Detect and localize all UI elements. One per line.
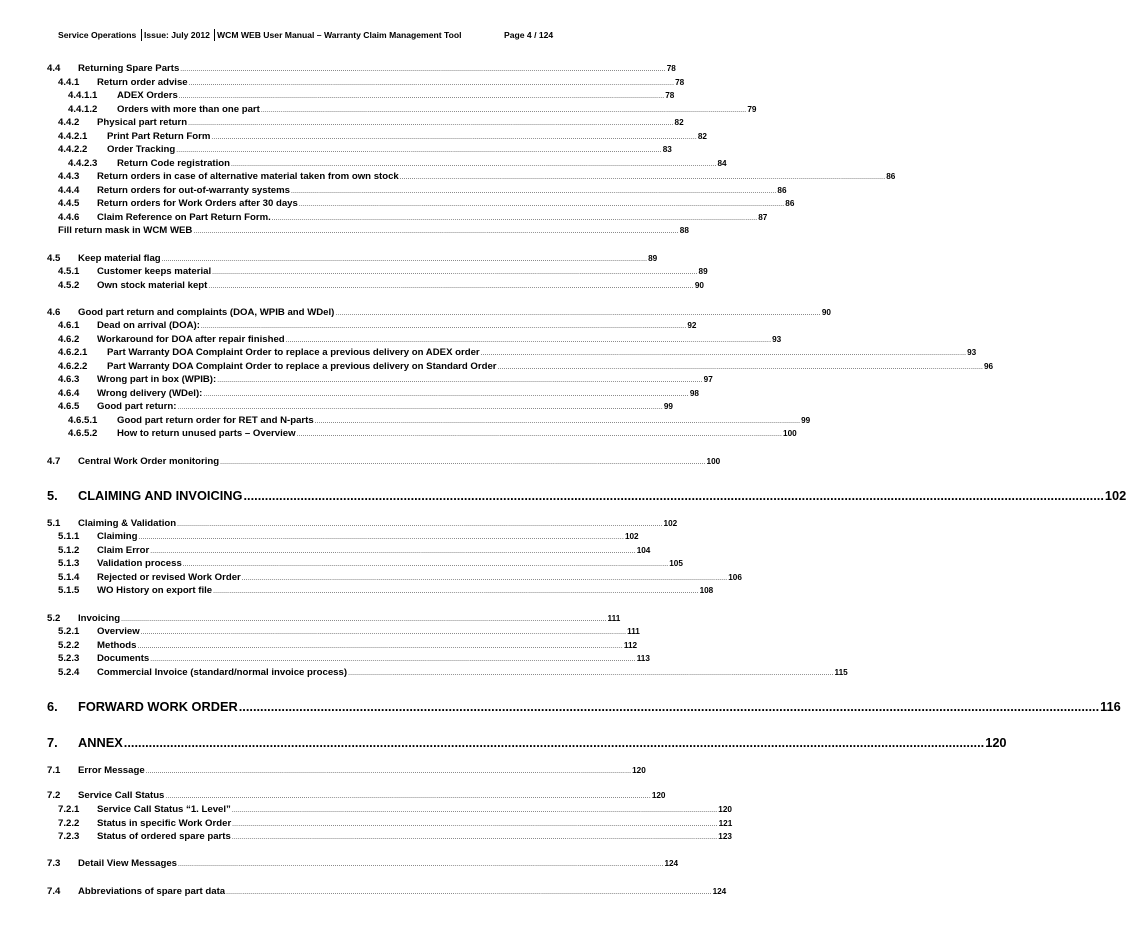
- toc-entry-page: 97: [703, 375, 713, 384]
- toc-leader: ..................................................................................................................................................................................................................................................: [178, 861, 664, 868]
- toc-entry-title: Claiming & Validation: [78, 518, 177, 529]
- toc-entry-title: Wrong part in box (WPIB):: [97, 374, 217, 385]
- toc-entry-page: 100: [706, 457, 721, 466]
- toc-entry-title: Fill return mask in WCM WEB: [58, 225, 193, 236]
- toc-entry-title: Overview: [97, 626, 140, 637]
- toc-leader: ..................................................................................................................................................................................................................................................: [480, 350, 967, 357]
- toc-entry-page: 79: [747, 105, 757, 114]
- toc-entry-title: Returning Spare Parts: [78, 63, 180, 74]
- toc-entry-title: Claim Reference on Part Return Form.: [97, 212, 271, 223]
- toc-entry-title: Documents: [97, 653, 150, 664]
- toc-entry-number: 5.2.3: [58, 653, 80, 664]
- toc-entry-title: Physical part return: [97, 117, 188, 128]
- toc-entry-number: 5.1.2: [58, 545, 80, 556]
- toc-entry-number: 7.1: [47, 765, 61, 776]
- toc-entry-page: 111: [627, 627, 640, 636]
- toc-leader: ..................................................................................................................................................................................................................................................: [140, 629, 627, 636]
- toc-entry-title: Validation process: [97, 558, 182, 569]
- toc-entry-page: 87: [758, 213, 768, 222]
- toc-leader: ..................................................................................................................................................................................................................................................: [188, 120, 674, 127]
- toc-entry-title: Return orders in case of alternative material taken from own stock: [97, 171, 399, 182]
- toc-entry-page: 89: [648, 254, 658, 263]
- toc-entry-number: 4.4.2.2: [58, 144, 88, 155]
- toc-entry-page: 82: [697, 132, 707, 141]
- toc-entry-number: 4.4.1.1: [68, 90, 98, 101]
- toc-entry-number: 7.4: [47, 886, 61, 897]
- toc-entry-page: 102: [663, 519, 678, 528]
- toc-entry-number: 5.2.1: [58, 626, 80, 637]
- toc-entry-page: 105: [669, 559, 683, 568]
- toc-entry-page: 78: [665, 91, 675, 100]
- toc-leader: ..................................................................................................................................................................................................................................................: [203, 391, 689, 398]
- toc-leader: ..................................................................................................................................................................................................................................................: [180, 66, 666, 73]
- toc-entry-number: 5.2: [47, 613, 61, 624]
- toc-entry-page: 120: [718, 805, 732, 814]
- toc-entry-number: 4.4.1: [58, 77, 80, 88]
- toc-entry-title: Claiming: [97, 531, 138, 542]
- toc-leader: ..................................................................................................................................................................................................................................................: [335, 310, 821, 317]
- toc-entry-title: Own stock material kept: [97, 280, 208, 291]
- toc-entry-number: 4.5: [47, 253, 61, 264]
- toc-entry-page: 99: [801, 416, 811, 425]
- toc-entry-page: 104: [636, 546, 651, 555]
- toc-entry-title: Return Code registration: [117, 158, 231, 169]
- toc-entry-title: WO History on export file: [97, 585, 213, 596]
- toc-leader: ..................................................................................................................................................................................................................................................: [208, 283, 694, 290]
- toc-entry-number: 6.: [47, 699, 58, 714]
- toc-entry-number: 7.2.2: [58, 818, 80, 829]
- toc-entry-page: 84: [717, 159, 727, 168]
- toc-entry-title: Methods: [97, 640, 137, 651]
- toc-leader: ..................................................................................................................................................................................................................................................: [150, 656, 636, 663]
- toc-leader: ..................................................................................................................................................................................................................................................: [241, 575, 728, 582]
- toc-entry-title: Status of ordered spare parts: [97, 831, 231, 842]
- toc-entry-page: 120: [632, 766, 646, 775]
- toc-entry-number: 5.1.5: [58, 585, 80, 596]
- header-issue: Issue: July 2012: [144, 30, 210, 40]
- toc-entry-number: 5.1.1: [58, 531, 80, 542]
- toc-entry-number: 7.2.3: [58, 831, 80, 842]
- toc-leader: ..................................................................................................................................................................................................................................................: [178, 93, 665, 100]
- toc-entry-title: Keep material flag: [78, 253, 161, 264]
- toc-entry-number: 4.5.2: [58, 280, 80, 291]
- toc-leader: ..................................................................................................................................................................................................................................................: [213, 588, 699, 595]
- toc-leader: ..................................................................................................................................................................................................................................................: [137, 643, 623, 650]
- toc-entry-number: 4.4.2: [58, 117, 80, 128]
- toc-leader: ..................................................................................................................................................................................................................................................: [188, 80, 675, 87]
- toc-leader: ..................................................................................................................................................................................................................................................: [238, 699, 1100, 714]
- toc-leader: ..................................................................................................................................................................................................................................................: [231, 161, 717, 168]
- toc-entry-number: 4.6: [47, 307, 61, 318]
- toc-entry-title: Wrong delivery (WDel):: [97, 388, 203, 399]
- toc-entry-title: Invoicing: [78, 613, 121, 624]
- toc-leader: ..................................................................................................................................................................................................................................................: [260, 107, 747, 114]
- toc-entry-title: Service Call Status: [78, 790, 165, 801]
- toc-entry-page: 116: [1100, 699, 1121, 714]
- toc-entry-title: Order Tracking: [107, 144, 176, 155]
- toc-entry-number: 4.4.1.2: [68, 104, 98, 115]
- toc-entry-page: 90: [821, 308, 831, 317]
- toc-entry-page: 89: [698, 267, 708, 276]
- toc-entry-title: Abbreviations of spare part data: [78, 886, 226, 897]
- toc-leader: ..................................................................................................................................................................................................................................................: [226, 889, 712, 896]
- toc-entry-title: Error Message: [78, 765, 145, 776]
- toc-entry-number: 4.5.1: [58, 266, 80, 277]
- toc-entry-number: 4.6.2: [58, 334, 80, 345]
- toc-leader: ..................................................................................................................................................................................................................................................: [231, 834, 718, 841]
- toc-entry-page: 78: [666, 64, 676, 73]
- toc-entry-number: 5.1: [47, 518, 61, 529]
- toc-leader: ..................................................................................................................................................................................................................................................: [200, 323, 687, 330]
- toc-entry-title: Status in specific Work Order: [97, 818, 232, 829]
- toc-entry-page: 92: [687, 321, 697, 330]
- toc-entry-number: 4.6.3: [58, 374, 80, 385]
- toc-leader: ..................................................................................................................................................................................................................................................: [177, 404, 663, 411]
- toc-entry-page: 99: [663, 402, 673, 411]
- toc-entry-title: Return orders for Work Orders after 30 days: [97, 198, 298, 209]
- toc-entry-number: 5.1.4: [58, 572, 80, 583]
- toc-entry-title: Workaround for DOA after repair finished: [97, 334, 285, 345]
- toc-entry-title: Rejected or revised Work Order: [97, 572, 241, 583]
- toc-entry-number: 5.2.2: [58, 640, 80, 651]
- toc-leader: ..................................................................................................................................................................................................................................................: [176, 147, 662, 154]
- toc-entry-page: 83: [662, 145, 672, 154]
- toc-entry-title: ADEX Orders: [117, 90, 178, 101]
- toc-entry-page: 123: [718, 832, 732, 841]
- toc-entry-page: 121: [718, 819, 733, 828]
- toc-entry-title: Dead on arrival (DOA):: [97, 320, 200, 331]
- toc-entry-number: 4.6.2.2: [58, 361, 88, 372]
- toc-entry-number: 4.6.2.1: [58, 347, 88, 358]
- toc-entry-number: 7.: [47, 735, 58, 750]
- toc-entry-title: Orders with more than one part: [117, 104, 260, 115]
- toc-entry-number: 5.: [47, 488, 58, 503]
- toc-entry-number: 7.2: [47, 790, 61, 801]
- toc-entry-title: How to return unused parts – Overview: [117, 428, 296, 439]
- header-section: Service Operations: [58, 30, 137, 40]
- toc-entry-page: 111: [607, 614, 621, 623]
- header-manual-title: WCM WEB User Manual – Warranty Claim Management Tool: [217, 30, 462, 40]
- toc-entry-title: Print Part Return Form: [107, 131, 211, 142]
- toc-entry-page: 112: [623, 641, 638, 650]
- toc-entry-title: Good part return order for RET and N-parts: [117, 415, 314, 426]
- toc-leader: ..................................................................................................................................................................................................................................................: [212, 269, 698, 276]
- toc-leader: ..................................................................................................................................................................................................................................................: [121, 616, 607, 623]
- toc-entry-title: Good part return and complaints (DOA, WPIB and WDel): [78, 307, 335, 318]
- toc-leader: ..................................................................................................................................................................................................................................................: [177, 521, 663, 528]
- toc-leader: ..................................................................................................................................................................................................................................................: [161, 256, 648, 263]
- toc-entry-page: 124: [664, 859, 679, 868]
- toc-leader: ..................................................................................................................................................................................................................................................: [348, 670, 834, 677]
- toc-entry-title: Part Warranty DOA Complaint Order to replace a previous delivery on ADEX order: [107, 347, 480, 358]
- toc-entry-page: 108: [699, 586, 714, 595]
- toc-leader: ..................................................................................................................................................................................................................................................: [211, 134, 697, 141]
- toc-leader: ..................................................................................................................................................................................................................................................: [399, 174, 886, 181]
- toc-leader: ..................................................................................................................................................................................................................................................: [193, 228, 679, 235]
- toc-entry-page: 86: [886, 172, 896, 181]
- toc-leader: ..................................................................................................................................................................................................................................................: [290, 188, 777, 195]
- toc-entry-number: 4.6.5: [58, 401, 80, 412]
- toc-entry-title: Service Call Status “1. Level”: [97, 804, 231, 815]
- toc-entry-page: 93: [772, 335, 782, 344]
- toc-entry-title: Central Work Order monitoring: [78, 456, 220, 467]
- toc-entry-number: 5.2.4: [58, 667, 80, 678]
- toc-entry-page: 115: [834, 668, 848, 677]
- toc-entry-page: 82: [674, 118, 684, 127]
- toc-entry-page: 88: [679, 226, 689, 235]
- toc-leader: ..................................................................................................................................................................................................................................................: [243, 488, 1104, 503]
- toc-entry-number: 4.4.2.1: [58, 131, 88, 142]
- toc-entry-number: 4.4.2.3: [68, 158, 98, 169]
- toc-leader: ..................................................................................................................................................................................................................................................: [220, 459, 706, 466]
- toc-leader: ..................................................................................................................................................................................................................................................: [232, 821, 718, 828]
- toc-entry-page: 93: [967, 348, 977, 357]
- toc-entry-page: 86: [777, 186, 787, 195]
- toc-entry-number: 5.1.3: [58, 558, 80, 569]
- toc-entry-page: 98: [689, 389, 699, 398]
- toc-entry-page: 100: [783, 429, 797, 438]
- toc-entry-title: Customer keeps material: [97, 266, 212, 277]
- toc-entry-number: 7.3: [47, 858, 61, 869]
- toc-entry-page: 102: [1104, 488, 1126, 503]
- toc-entry-page: 96: [983, 362, 994, 371]
- toc-entry-title: Detail View Messages: [78, 858, 178, 869]
- toc-entry-title: ANNEX: [78, 735, 123, 750]
- toc-entry-number: 4.6.5.1: [68, 415, 98, 426]
- toc-entry-page: 106: [728, 573, 742, 582]
- toc-leader: ..................................................................................................................................................................................................................................................: [285, 337, 772, 344]
- toc-leader: ..................................................................................................................................................................................................................................................: [145, 768, 632, 775]
- toc-entry-page: 124: [712, 887, 727, 896]
- toc-leader: ..................................................................................................................................................................................................................................................: [123, 735, 985, 750]
- toc-leader: ..................................................................................................................................................................................................................................................: [314, 418, 801, 425]
- toc-entry-page: 90: [694, 281, 704, 290]
- toc-entry-number: 4.4.5: [58, 198, 80, 209]
- toc-entry-number: 4.4.4: [58, 185, 80, 196]
- toc-entry-page: 120: [651, 791, 666, 800]
- toc-entry-title: CLAIMING AND INVOICING: [78, 488, 243, 503]
- toc-entry-number: 4.7: [47, 456, 61, 467]
- toc-leader: ..................................................................................................................................................................................................................................................: [138, 534, 624, 541]
- toc-entry-title: Return order advise: [97, 77, 188, 88]
- toc-leader: ..................................................................................................................................................................................................................................................: [150, 548, 636, 555]
- toc-entry-title: Return orders for out-of-warranty systems: [97, 185, 290, 196]
- toc-entry-number: 4.6.5.2: [68, 428, 98, 439]
- toc-entry-page: 102: [624, 532, 639, 541]
- toc-entry-page: 78: [675, 78, 685, 87]
- toc-entry-page: 86: [785, 199, 795, 208]
- toc-leader: ..................................................................................................................................................................................................................................................: [182, 561, 669, 568]
- toc-leader: ..................................................................................................................................................................................................................................................: [165, 793, 651, 800]
- toc-entry-page: 120: [985, 735, 1007, 750]
- toc-entry-title: Part Warranty DOA Complaint Order to replace a previous delivery on Standard Order: [107, 361, 497, 372]
- toc-leader: ..................................................................................................................................................................................................................................................: [217, 377, 703, 384]
- toc-entry-title: Good part return:: [97, 401, 177, 412]
- toc-entry-number: 4.6.1: [58, 320, 80, 331]
- toc-entry-number: 4.4.3: [58, 171, 80, 182]
- toc-leader: ..................................................................................................................................................................................................................................................: [298, 201, 785, 208]
- toc-leader: ..................................................................................................................................................................................................................................................: [296, 431, 783, 438]
- toc-entry-number: 4.6.4: [58, 388, 80, 399]
- toc-entry-page: 113: [636, 654, 650, 663]
- toc-entry-title: Commercial Invoice (standard/normal invoice process): [97, 667, 348, 678]
- toc-entry-number: 4.4: [47, 63, 61, 74]
- toc-entry-title: FORWARD WORK ORDER: [78, 699, 238, 714]
- toc-entry-title: Claim Error: [97, 545, 150, 556]
- toc-leader: ..................................................................................................................................................................................................................................................: [497, 364, 983, 371]
- toc-leader: ..................................................................................................................................................................................................................................................: [271, 215, 758, 222]
- toc-entry-number: 4.4.6: [58, 212, 80, 223]
- toc-leader: ..................................................................................................................................................................................................................................................: [231, 807, 718, 814]
- header-page-number: Page 4 / 124: [504, 30, 554, 40]
- toc-entry-number: 7.2.1: [58, 804, 80, 815]
